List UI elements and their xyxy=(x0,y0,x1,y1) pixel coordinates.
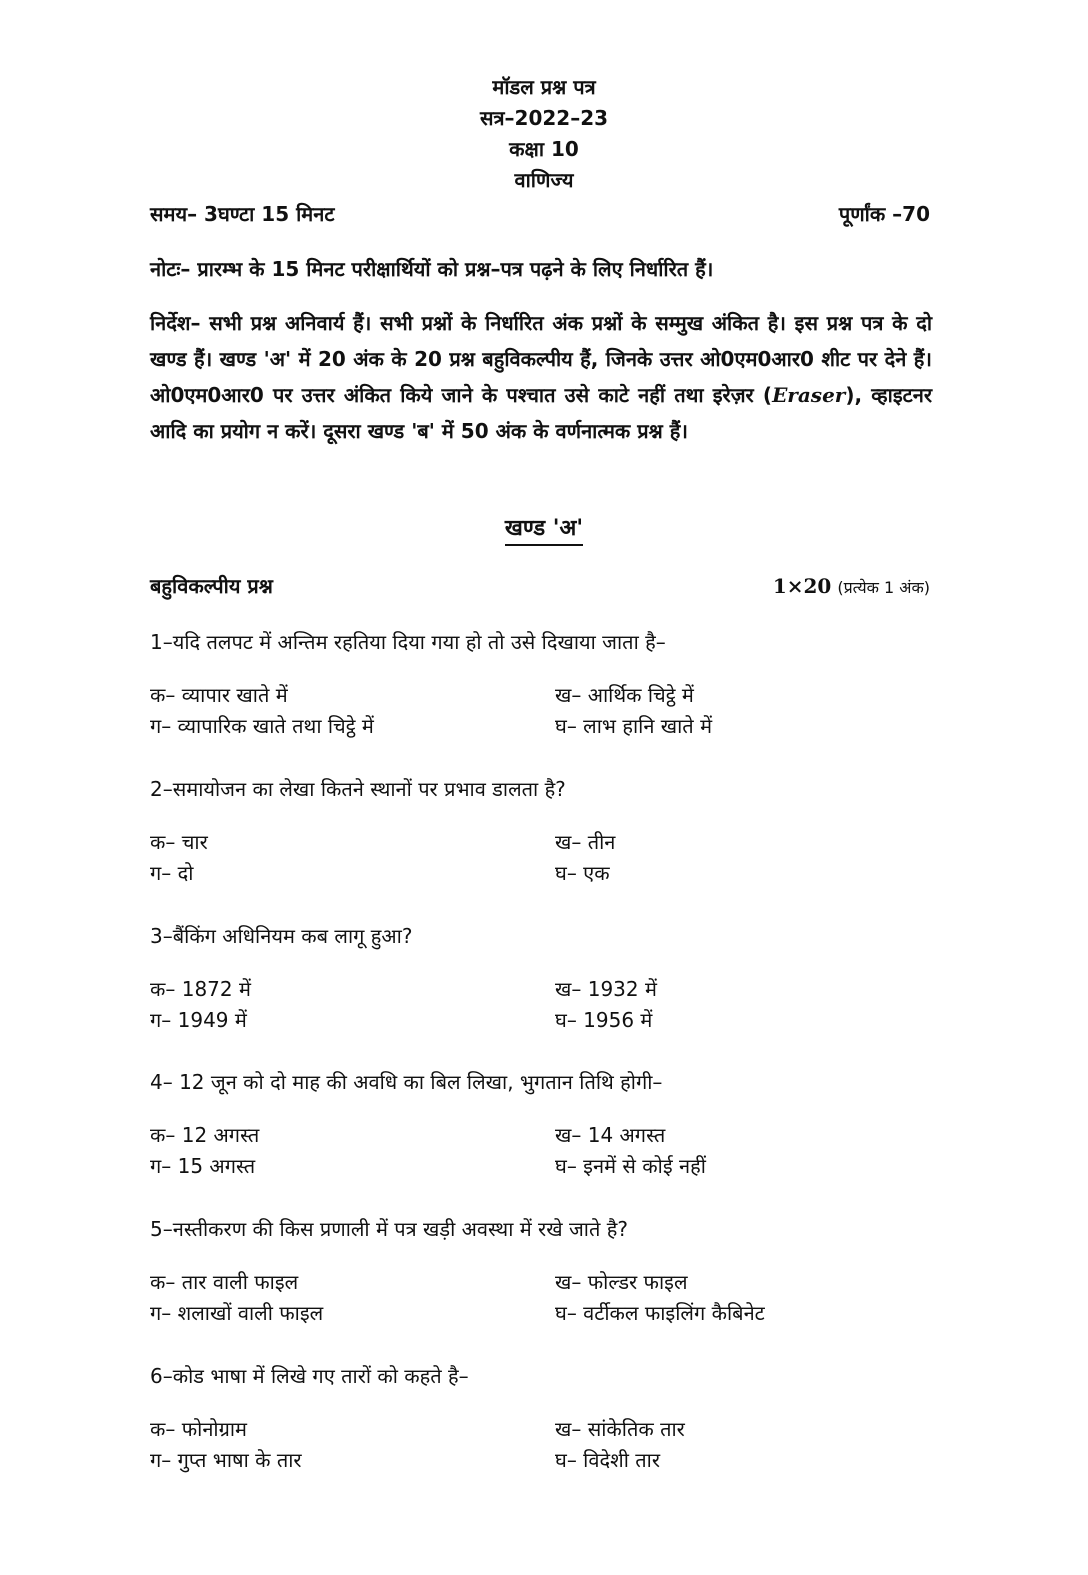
mcq-marks xyxy=(773,574,930,598)
question-2 xyxy=(150,775,940,889)
mcq-heading-row xyxy=(150,572,930,599)
option-b: ख– आर्थिक चिट्ठे में xyxy=(555,683,694,707)
option-a: क– 12 अगस्त xyxy=(150,1123,260,1147)
time-allowed: समय– 3घण्टा 15 मिनट xyxy=(150,202,335,226)
mcq-marks-total: 1×20 xyxy=(772,574,832,598)
question-text: 1–यदि तलपट में अन्तिम रहतिया दिया गया हो तो उसे दिखाया जाता है– xyxy=(150,630,666,654)
question-1 xyxy=(150,628,940,742)
paper-header xyxy=(0,72,1088,196)
option-a: क– फोनोग्राम xyxy=(150,1417,248,1441)
question-text: 4– 12 जून को दो माह की अवधि का बिल लिखा, भुगतान तिथि होगी– xyxy=(150,1070,663,1094)
question-6 xyxy=(150,1362,940,1476)
question-text: 3–बैंकिंग अधिनियम कब लागू हुआ? xyxy=(150,924,413,948)
option-b: ख– सांकेतिक तार xyxy=(555,1417,685,1441)
option-c: ग– 15 अगस्त xyxy=(150,1154,256,1178)
option-a: क– व्यापार खाते में xyxy=(150,683,288,707)
question-text: 6–कोड भाषा में लिखे गए तारों को कहते है– xyxy=(150,1364,469,1388)
option-a: क– चार xyxy=(150,830,208,854)
question-text: 2–समायोजन का लेखा कितने स्थानों पर प्रभाव डालता है? xyxy=(150,777,566,801)
subject-line: वाणिज्य xyxy=(514,168,574,192)
question-options xyxy=(150,1414,940,1476)
option-a: क– 1872 में xyxy=(150,977,251,1001)
mcq-heading: बहुविकल्पीय प्रश्न xyxy=(150,574,273,598)
option-a: क– तार वाली फाइल xyxy=(150,1270,299,1294)
question-5 xyxy=(150,1215,940,1329)
session-line: सत्र–2022–23 xyxy=(479,106,609,130)
section-title xyxy=(0,512,1088,542)
option-b: ख– तीन xyxy=(555,830,616,854)
option-d: घ– 1956 में xyxy=(555,1008,653,1032)
section-title-text: खण्ड 'अ' xyxy=(505,516,583,546)
option-b: ख– 1932 में xyxy=(555,977,657,1001)
question-options xyxy=(150,1120,940,1182)
option-c: ग– शलाखों वाली फाइल xyxy=(150,1301,324,1325)
question-options xyxy=(150,1267,940,1329)
full-marks: पूर्णांक –70 xyxy=(838,202,930,226)
option-c: ग– गुप्त भाषा के तार xyxy=(150,1448,302,1472)
instructions xyxy=(150,305,932,449)
option-c: ग– व्यापारिक खाते तथा चिट्ठे में xyxy=(150,714,374,738)
question-text: 5–नस्तीकरण की किस प्रणाली में पत्र खड़ी अवस्था में रखे जाते है? xyxy=(150,1217,628,1241)
class-line: कक्षा 10 xyxy=(509,137,579,161)
question-options xyxy=(150,974,940,1036)
option-b: ख– फोल्डर फाइल xyxy=(555,1270,688,1294)
option-d: घ– एक xyxy=(555,861,610,885)
option-d: घ– इनमें से कोई नहीं xyxy=(555,1154,706,1178)
option-d: घ– वर्टीकल फाइलिंग कैबिनेट xyxy=(555,1301,765,1325)
eraser-word: Eraser xyxy=(772,383,846,407)
note-line: नोटः– प्रारम्भ के 15 मिनट परीक्षार्थियों को प्रश्न–पत्र पढ़ने के लिए निर्धारित हैं। xyxy=(150,257,714,281)
question-3 xyxy=(150,922,940,1036)
option-c: ग– 1949 में xyxy=(150,1008,247,1032)
option-b: ख– 14 अगस्त xyxy=(555,1123,666,1147)
instructions-text-1: निर्देश– सभी प्रश्न अनिवार्य हैं। सभी प्रश्नों के निर्धारित अंक प्रश्नों के सम्मुख अंकित है। इस प्रश्न पत्र के दो खण्ड हैं। खण्ड 'अ' में 20 अंक के 20 प्रश्न बहुविकल्पीय हैं, जिनके उत्तर ओ0एम0आर0 शीट पर देने हैं। ओ0एम0आर0 पर उत्तर अंकित किये जाने के पश्चात उसे काटे नहीं तथा इरेज़र ( xyxy=(150,311,932,407)
question-options xyxy=(150,827,940,889)
question-4 xyxy=(150,1068,940,1182)
option-d: घ– लाभ हानि खाते में xyxy=(555,714,713,738)
mcq-marks-each: (प्रत्येक 1 अंक) xyxy=(837,578,930,597)
option-d: घ– विदेशी तार xyxy=(555,1448,660,1472)
instructions-text-2: ), व्हाइटनर आदि का प्रयोग न करें। दूसरा खण्ड 'ब' में 50 अंक के वर्णनात्मक प्रश्न हैं। xyxy=(150,383,932,443)
option-c: ग– दो xyxy=(150,861,194,885)
paper-title: मॉडल प्रश्न पत्र xyxy=(492,75,596,99)
question-options xyxy=(150,680,940,742)
exam-meta xyxy=(150,200,930,227)
